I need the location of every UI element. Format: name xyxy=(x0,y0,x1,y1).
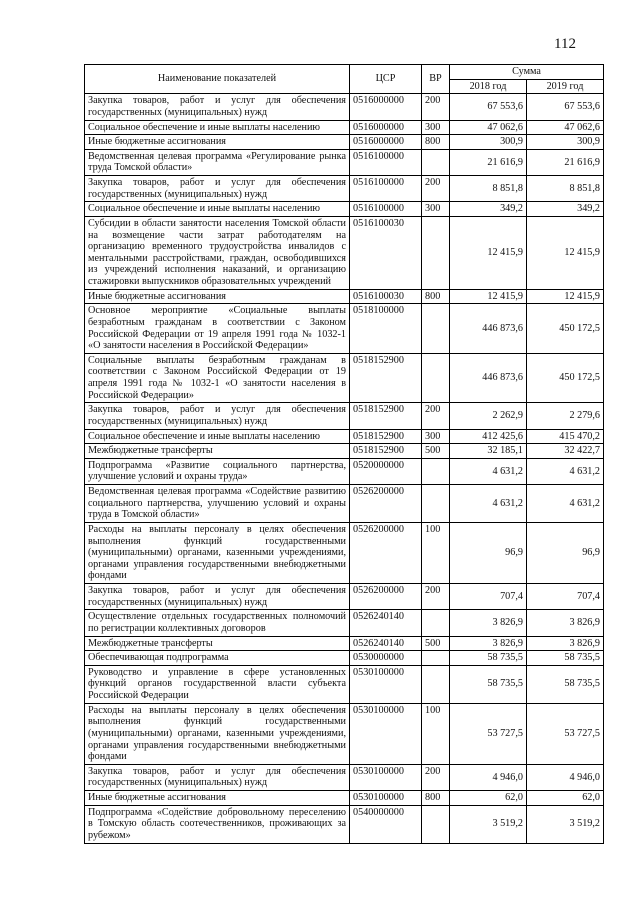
row-2018-cell: 4 631,2 xyxy=(450,485,527,523)
row-csr-cell: 0526240140 xyxy=(350,610,422,636)
table-row xyxy=(85,403,604,429)
row-2018-cell: 3 826,9 xyxy=(450,636,527,651)
table-row xyxy=(85,94,604,120)
row-csr-cell: 0516100000 xyxy=(350,149,422,175)
row-name-cell: Межбюджетные трансферты xyxy=(85,636,350,651)
row-name-cell: Руководство и управление в сфере установленных функций органов государственной власти субъекта Российской Федерации xyxy=(85,665,350,703)
row-csr-cell: 0518152900 xyxy=(350,429,422,444)
table-row xyxy=(85,202,604,217)
row-csr-cell: 0516000000 xyxy=(350,120,422,135)
row-2019-cell: 8 851,8 xyxy=(527,176,604,202)
row-vr-cell: 800 xyxy=(422,135,450,150)
row-csr-cell: 0520000000 xyxy=(350,458,422,484)
row-2019-cell: 96,9 xyxy=(527,522,604,583)
row-name-cell: Закупка товаров, работ и услуг для обеспечения государственных (муниципальных) нужд xyxy=(85,764,350,790)
row-2018-cell: 67 553,6 xyxy=(450,94,527,120)
row-2019-cell: 4 631,2 xyxy=(527,485,604,523)
row-2018-cell: 412 425,6 xyxy=(450,429,527,444)
row-csr-cell: 0516000000 xyxy=(350,94,422,120)
row-vr-cell xyxy=(422,353,450,403)
header-sum: Сумма xyxy=(450,65,604,80)
row-name-cell: Закупка товаров, работ и услуг для обеспечения государственных (муниципальных) нужд xyxy=(85,176,350,202)
row-2018-cell: 32 185,1 xyxy=(450,444,527,459)
row-csr-cell: 0530100000 xyxy=(350,764,422,790)
row-name-cell: Основное мероприятие «Социальные выплаты безработным гражданам в соответствии с Законом Российской Федерации от 19 апреля 1991 года № 1032-1 «О занятости населения в Российской Федерации» xyxy=(85,304,350,354)
row-vr-cell: 200 xyxy=(422,584,450,610)
row-vr-cell: 300 xyxy=(422,429,450,444)
header-2019: 2019 год xyxy=(527,79,604,94)
row-csr-cell: 0518152900 xyxy=(350,353,422,403)
row-2019-cell: 707,4 xyxy=(527,584,604,610)
row-2018-cell: 4 946,0 xyxy=(450,764,527,790)
row-2018-cell: 58 735,5 xyxy=(450,651,527,666)
row-2019-cell: 4 631,2 xyxy=(527,458,604,484)
row-vr-cell xyxy=(422,805,450,843)
row-vr-cell: 200 xyxy=(422,764,450,790)
row-vr-cell xyxy=(422,485,450,523)
row-csr-cell: 0540000000 xyxy=(350,805,422,843)
row-vr-cell: 300 xyxy=(422,202,450,217)
row-2018-cell: 4 631,2 xyxy=(450,458,527,484)
row-name-cell: Обеспечивающая подпрограмма xyxy=(85,651,350,666)
row-vr-cell: 800 xyxy=(422,791,450,806)
row-2019-cell: 3 826,9 xyxy=(527,636,604,651)
row-csr-cell: 0530000000 xyxy=(350,651,422,666)
table-row xyxy=(85,444,604,459)
row-2018-cell: 12 415,9 xyxy=(450,289,527,304)
table-row xyxy=(85,636,604,651)
table-row xyxy=(85,703,604,764)
page-number: 112 xyxy=(554,36,576,52)
row-2018-cell: 3 826,9 xyxy=(450,610,527,636)
row-csr-cell: 0518152900 xyxy=(350,444,422,459)
row-vr-cell: 500 xyxy=(422,444,450,459)
row-2018-cell: 62,0 xyxy=(450,791,527,806)
row-vr-cell: 200 xyxy=(422,176,450,202)
budget-table xyxy=(84,64,604,844)
row-2018-cell: 8 851,8 xyxy=(450,176,527,202)
row-2019-cell: 21 616,9 xyxy=(527,149,604,175)
row-name-cell: Расходы на выплаты персоналу в целях обеспечения выполнения функций государственными (муниципальными) органами, казенными учреждениями, органами управления государственными внебюджетными фондами xyxy=(85,703,350,764)
row-vr-cell xyxy=(422,149,450,175)
row-2019-cell: 450 172,5 xyxy=(527,304,604,354)
table-row xyxy=(85,304,604,354)
row-2019-cell: 3 826,9 xyxy=(527,610,604,636)
row-csr-cell: 0516100000 xyxy=(350,202,422,217)
row-vr-cell: 500 xyxy=(422,636,450,651)
row-2018-cell: 47 062,6 xyxy=(450,120,527,135)
row-vr-cell: 100 xyxy=(422,522,450,583)
row-2019-cell: 349,2 xyxy=(527,202,604,217)
row-vr-cell: 200 xyxy=(422,403,450,429)
row-2018-cell: 446 873,6 xyxy=(450,304,527,354)
row-2019-cell: 62,0 xyxy=(527,791,604,806)
row-csr-cell: 0518152900 xyxy=(350,403,422,429)
row-csr-cell: 0518100000 xyxy=(350,304,422,354)
row-csr-cell: 0530100000 xyxy=(350,703,422,764)
table-row xyxy=(85,289,604,304)
row-2018-cell: 12 415,9 xyxy=(450,216,527,289)
table-row xyxy=(85,651,604,666)
table-row xyxy=(85,353,604,403)
row-2018-cell: 707,4 xyxy=(450,584,527,610)
header-name: Наименование показателей xyxy=(85,65,350,94)
row-2018-cell: 21 616,9 xyxy=(450,149,527,175)
table-row xyxy=(85,120,604,135)
row-name-cell: Осуществление отдельных государственных полномочий по регистрации коллективных договоров xyxy=(85,610,350,636)
row-2019-cell: 12 415,9 xyxy=(527,216,604,289)
table-body xyxy=(85,94,604,843)
row-name-cell: Подпрограмма «Содействие добровольному переселению в Томскую область соотечественников, проживающих за рубежом» xyxy=(85,805,350,843)
row-2019-cell: 2 279,6 xyxy=(527,403,604,429)
row-vr-cell: 200 xyxy=(422,94,450,120)
row-csr-cell: 0516100030 xyxy=(350,289,422,304)
row-name-cell: Социальное обеспечение и иные выплаты населению xyxy=(85,120,350,135)
row-name-cell: Социальные выплаты безработным гражданам в соответствии с Законом Российской Федерации от 19 апреля 1991 года № 1032-1 «О занятости населения в Российской Федерации» xyxy=(85,353,350,403)
row-vr-cell: 300 xyxy=(422,120,450,135)
row-name-cell: Социальное обеспечение и иные выплаты населению xyxy=(85,429,350,444)
header-csr: ЦСР xyxy=(350,65,422,94)
table-row xyxy=(85,458,604,484)
row-vr-cell xyxy=(422,458,450,484)
table-row xyxy=(85,665,604,703)
row-name-cell: Межбюджетные трансферты xyxy=(85,444,350,459)
row-csr-cell: 0516100030 xyxy=(350,216,422,289)
table-row xyxy=(85,149,604,175)
row-name-cell: Иные бюджетные ассигнования xyxy=(85,791,350,806)
row-csr-cell: 0526200000 xyxy=(350,522,422,583)
table-row xyxy=(85,805,604,843)
row-name-cell: Закупка товаров, работ и услуг для обеспечения государственных (муниципальных) нужд xyxy=(85,403,350,429)
row-2018-cell: 3 519,2 xyxy=(450,805,527,843)
table-row xyxy=(85,216,604,289)
row-2019-cell: 58 735,5 xyxy=(527,651,604,666)
row-2019-cell: 47 062,6 xyxy=(527,120,604,135)
row-2018-cell: 53 727,5 xyxy=(450,703,527,764)
table-row xyxy=(85,485,604,523)
row-2018-cell: 58 735,5 xyxy=(450,665,527,703)
row-csr-cell: 0530100000 xyxy=(350,665,422,703)
row-2018-cell: 349,2 xyxy=(450,202,527,217)
row-name-cell: Иные бюджетные ассигнования xyxy=(85,289,350,304)
row-2019-cell: 3 519,2 xyxy=(527,805,604,843)
table-row xyxy=(85,584,604,610)
row-csr-cell: 0526240140 xyxy=(350,636,422,651)
row-name-cell: Закупка товаров, работ и услуг для обеспечения государственных (муниципальных) нужд xyxy=(85,94,350,120)
row-2018-cell: 96,9 xyxy=(450,522,527,583)
table-row xyxy=(85,176,604,202)
row-name-cell: Ведомственная целевая программа «Регулирование рынка труда Томской области» xyxy=(85,149,350,175)
row-2019-cell: 450 172,5 xyxy=(527,353,604,403)
row-vr-cell xyxy=(422,665,450,703)
row-vr-cell xyxy=(422,651,450,666)
row-name-cell: Расходы на выплаты персоналу в целях обеспечения выполнения функций государственными (муниципальными) органами, казенными учреждениями, органами управления государственными внебюджетными фондами xyxy=(85,522,350,583)
table-row xyxy=(85,764,604,790)
row-vr-cell: 100 xyxy=(422,703,450,764)
row-2018-cell: 300,9 xyxy=(450,135,527,150)
row-csr-cell: 0526200000 xyxy=(350,584,422,610)
row-name-cell: Субсидии в области занятости населения Томской области на возмещение части затрат работодателям на организацию временного трудоустройства инвалидов с ментальными расстройствами, граждан, освободившихся из учреждений исполнения наказаний, и организацию стажировки выпускников образовательных учреждений xyxy=(85,216,350,289)
row-2019-cell: 415 470,2 xyxy=(527,429,604,444)
row-csr-cell: 0526200000 xyxy=(350,485,422,523)
row-name-cell: Иные бюджетные ассигнования xyxy=(85,135,350,150)
row-name-cell: Подпрограмма «Развитие социального партнерства, улучшение условий и охраны труда» xyxy=(85,458,350,484)
table-row xyxy=(85,135,604,150)
header-vr: ВР xyxy=(422,65,450,94)
row-csr-cell: 0516100000 xyxy=(350,176,422,202)
table-row xyxy=(85,429,604,444)
row-2019-cell: 4 946,0 xyxy=(527,764,604,790)
row-name-cell: Закупка товаров, работ и услуг для обеспечения государственных (муниципальных) нужд xyxy=(85,584,350,610)
row-2019-cell: 12 415,9 xyxy=(527,289,604,304)
row-vr-cell xyxy=(422,216,450,289)
row-name-cell: Социальное обеспечение и иные выплаты населению xyxy=(85,202,350,217)
header-2018: 2018 год xyxy=(450,79,527,94)
row-2018-cell: 446 873,6 xyxy=(450,353,527,403)
row-2019-cell: 53 727,5 xyxy=(527,703,604,764)
table-row xyxy=(85,522,604,583)
row-2019-cell: 58 735,5 xyxy=(527,665,604,703)
row-vr-cell: 800 xyxy=(422,289,450,304)
row-2019-cell: 300,9 xyxy=(527,135,604,150)
row-2018-cell: 2 262,9 xyxy=(450,403,527,429)
row-name-cell: Ведомственная целевая программа «Содействие развитию социального партнерства, улучшению условий и охраны труда в Томской области» xyxy=(85,485,350,523)
row-vr-cell xyxy=(422,610,450,636)
row-2019-cell: 32 422,7 xyxy=(527,444,604,459)
row-csr-cell: 0530100000 xyxy=(350,791,422,806)
row-csr-cell: 0516000000 xyxy=(350,135,422,150)
row-2019-cell: 67 553,6 xyxy=(527,94,604,120)
row-vr-cell xyxy=(422,304,450,354)
table-row xyxy=(85,791,604,806)
table-row xyxy=(85,610,604,636)
